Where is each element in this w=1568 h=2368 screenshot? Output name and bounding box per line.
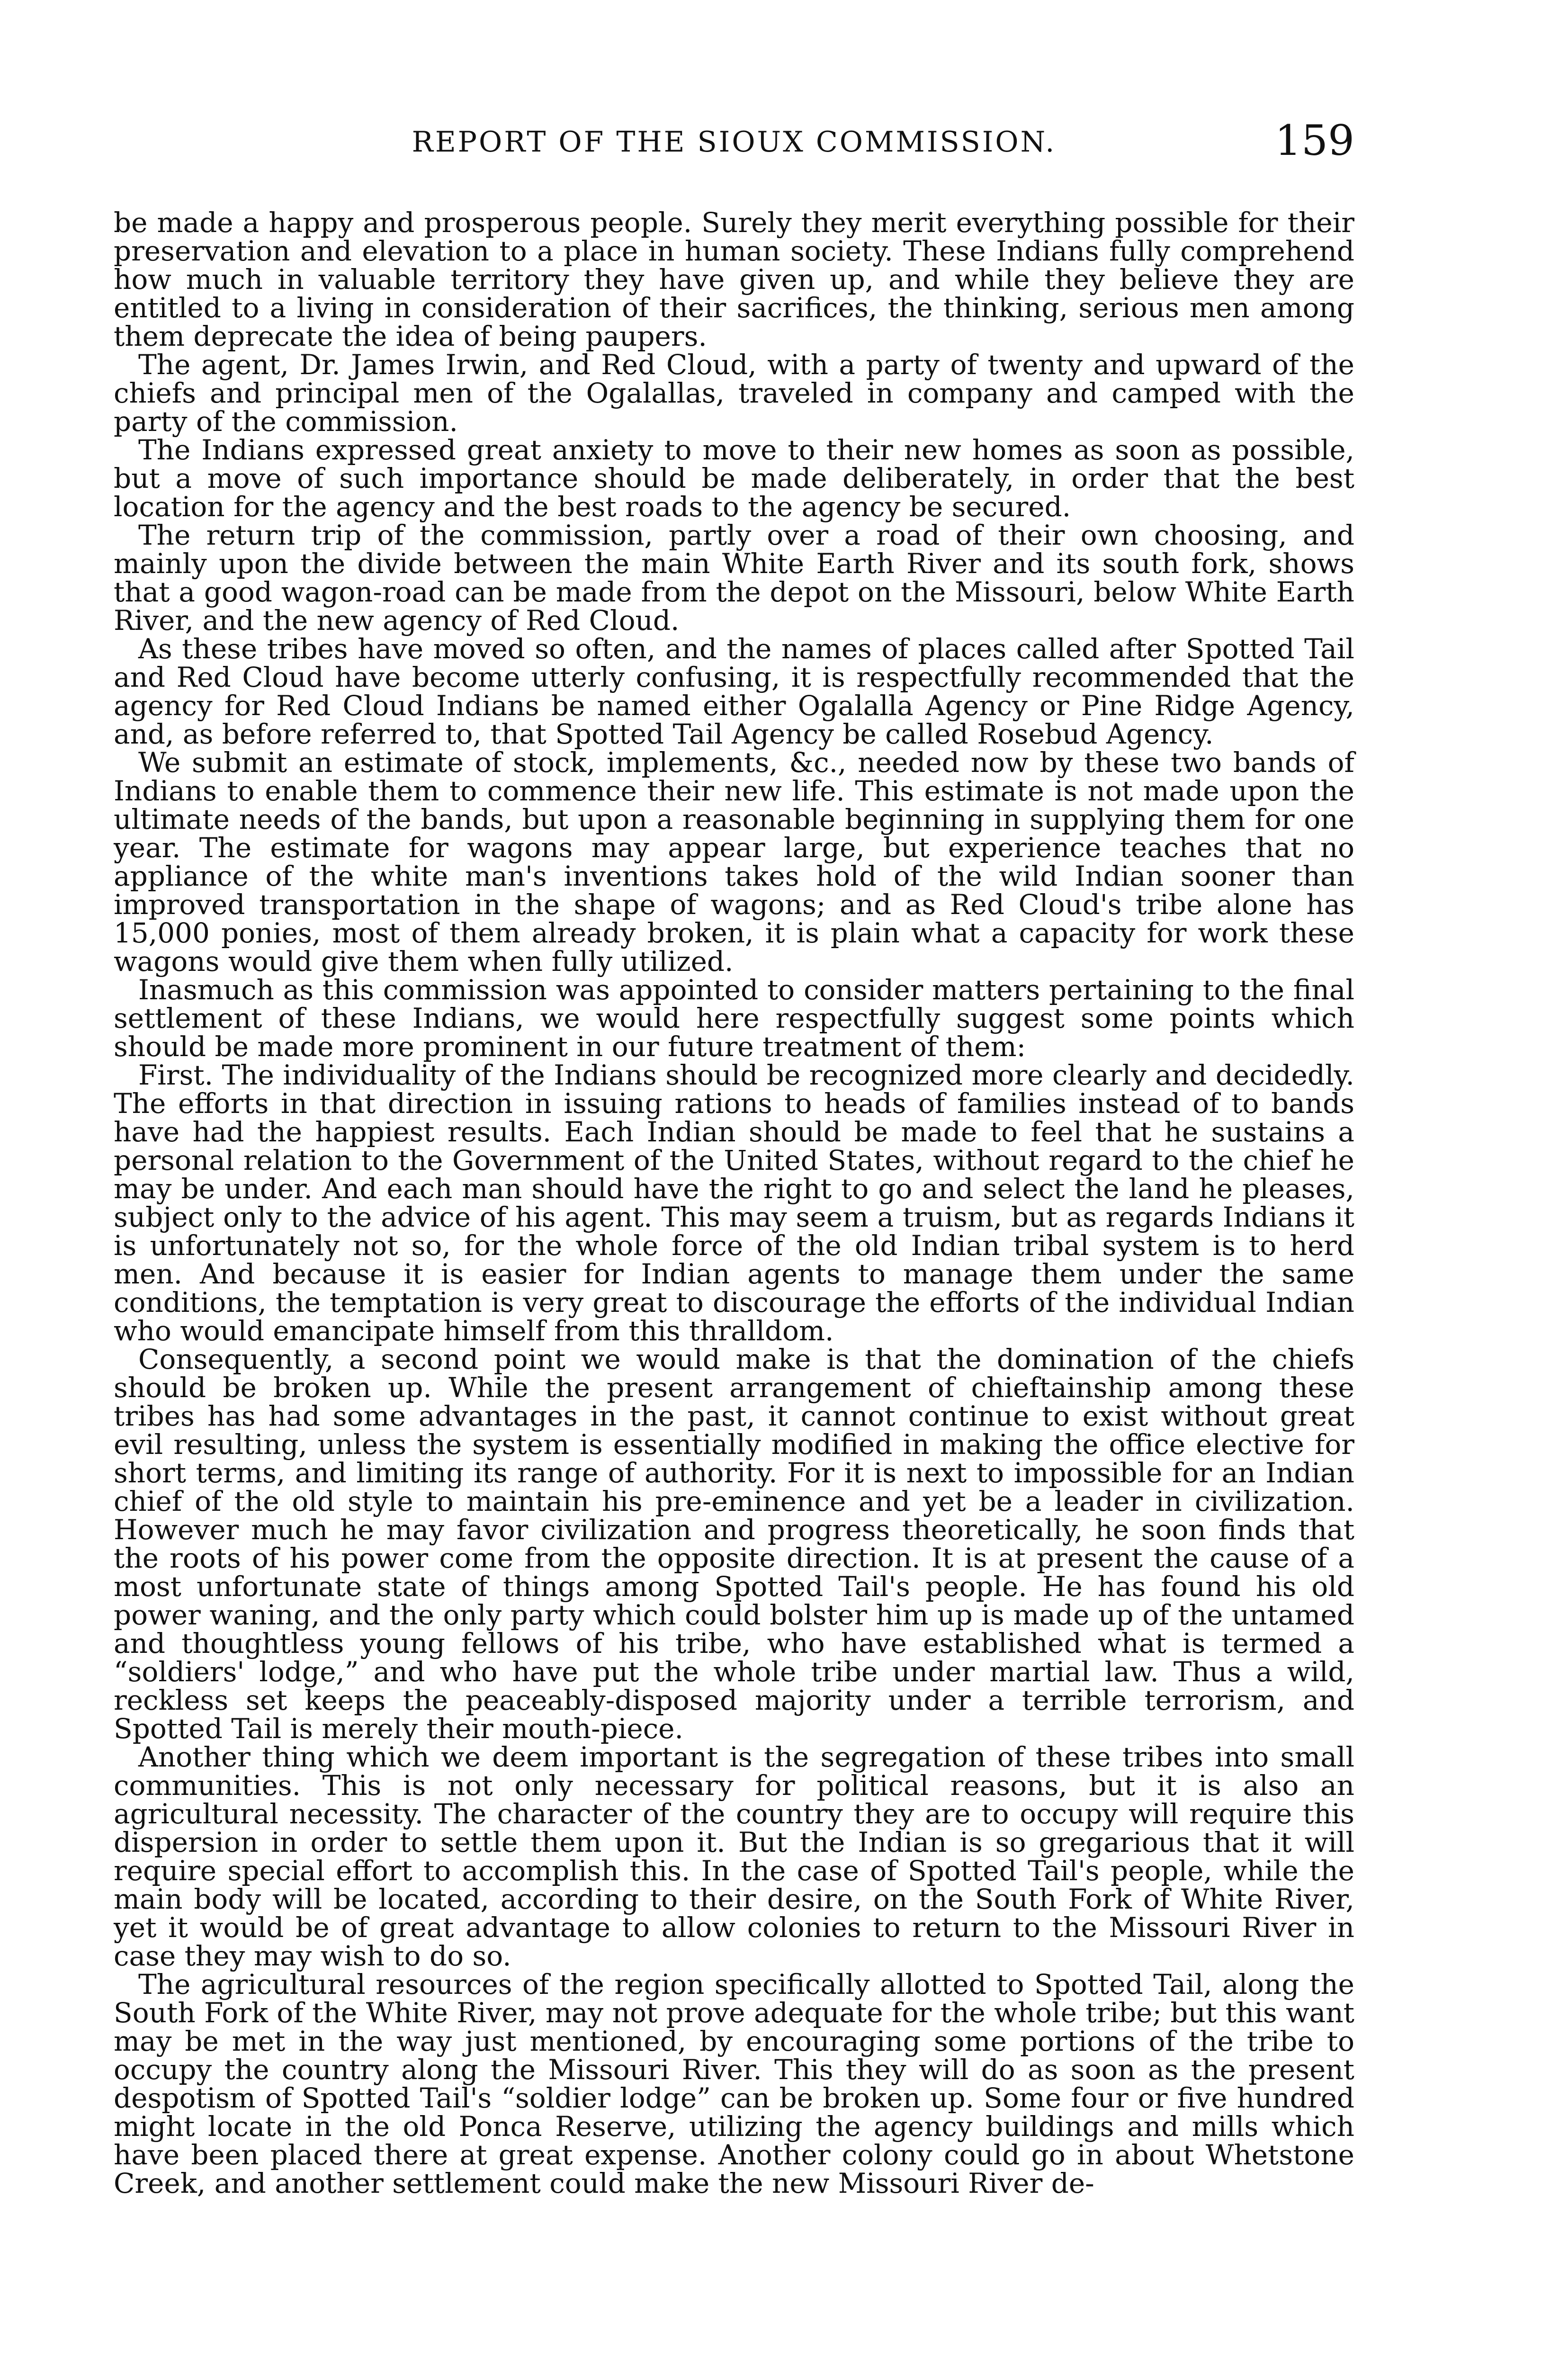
- paragraph-9: Consequently, a second point we would make is that the domination of the chiefs should be broken up. While the present arrangement of chieftainship among these tribes has had some advantages in the past, it cannot continue to exist without great evil resulting, unless the system is essentially modified in making the office elective for short terms, and limiting its range of authority. For it is next to impossible for an Indian chief of the old style to maintain his pre-eminence and yet be a leader in civilization. However much he may favor civilization and progress theoretically, he soon finds that the roots of his power come from the opposite direction. It is at present the cause of a most unfortunate state of things among Spotted Tail's people. He has found his old power waning, and the only party which could bolster him up is made up of the untamed and thoughtless young fellows of his tribe, who have established what is termed a “soldiers' lodge,” and who have put the whole tribe under martial law. Thus a wild, reckless set keeps the peaceably-disposed majority under a terrible terrorism, and Spotted Tail is merely their mouth-piece.: [114, 1343, 1354, 1745]
- paragraph-10: Another thing which we deem important is the segregation of these tribes into small communities. This is not only necessary for political reasons, but it is also an agricultural necessity. The character of the country they are to occupy will require this dispersion in order to settle them upon it. But the Indian is so gregarious that it will require special effort to accomplish this. In the case of Spotted Tail's people, while the main body will be located, according to their desire, on the South Fork of White River, yet it would be of great advantage to allow colonies to return to the Missouri River in case they may wish to do so.: [114, 1741, 1354, 1972]
- paragraph-7: Inasmuch as this commission was appointed to consider matters pertaining to the final settlement of these Indians, we would here respectfully suggest some points which should be made more prominent in our future treatment of them:: [114, 974, 1354, 1063]
- paragraph-8: First. The individuality of the Indians should be recognized more clearly and decidedly. The efforts in that direction in issuing rations to heads of families instead of to bands have had the happiest results. Each Indian should be made to feel that he sustains a personal relation to the Government of the United States, without regard to the chief he may be under. And each man should have the right to go and select the land he pleases, subject only to the advice of his agent. This may seem a truism, but as regards Indians it is unfortunately not so, for the whole force of the old Indian tribal system is to herd men. And because it is easier for Indian agents to manage them under the same conditions, the temptation is very great to discourage the efforts of the individual Indian who would emancipate himself from this thralldom.: [114, 1059, 1354, 1347]
- paragraph-11: The agricultural resources of the region specifically allotted to Spotted Tail, along the South Fork of the White River, may not prove adequate for the whole tribe; but this want may be met in the way just mentioned, by encouraging some portions of the tribe to occupy the country along the Missouri River. This they will do as soon as the present despotism of Spotted Tail's “soldier lodge” can be broken up. Some four or five hundred might locate in the old Ponca Reserve, utilizing the agency buildings and mills which have been placed there at great expense. Another colony could go in about Whetstone Creek, and another settlement could make the new Missouri River de-: [114, 1968, 1354, 2199]
- paragraph-3: The Indians expressed great anxiety to move to their new homes as soon as possible, but a move of such importance should be made deliberately, in order that the best location for the agency and the best roads to the agency be secured.: [114, 434, 1354, 523]
- body-text: [114, 208, 1354, 2198]
- paragraph-1: be made a happy and prosperous people. Surely they merit everything possible for their preservation and elevation to a place in human society. These Indians fully comprehend how much in valuable territory they have given up, and while they believe they are entitled to a living in consideration of their sacrifices, the thinking, serious men among them deprecate the idea of being paupers.: [114, 206, 1354, 352]
- paragraph-6: We submit an estimate of stock, implements, &c., needed now by these two bands of Indians to enable them to commence their new life. This estimate is not made upon the ultimate needs of the bands, but upon a reasonable beginning in supplying them for one year. The estimate for wagons may appear large, but experience teaches that no appliance of the white man's inventions takes hold of the wild Indian sooner than improved transportation in the shape of wagons; and as Red Cloud's tribe alone has 15,000 ponies, most of them already broken, it is plain what a capacity for work these wagons would give them when fully utilized.: [114, 746, 1354, 978]
- paragraph-2: The agent, Dr. James Irwin, and Red Cloud, with a party of twenty and upward of the chiefs and principal men of the Ogalallas, traveled in company and camped with the party of the commission.: [114, 349, 1354, 438]
- paragraph-4: The return trip of the commission, partly over a road of their own choosing, and mainly upon the divide between the main White Earth River and its south fork, shows that a good wagon-road can be made from the depot on the Missouri, below White Earth River, and the new agency of Red Cloud.: [114, 519, 1354, 637]
- running-title: REPORT OF THE SIOUX COMMISSION.: [412, 126, 1057, 159]
- paragraph-5: As these tribes have moved so often, and the names of places called after Spotted Tail and Red Cloud have become utterly confusing, it is respectfully recommended that the agency for Red Cloud Indians be named either Ogalalla Agency or Pine Ridge Agency, and, as before referred to, that Spotted Tail Agency be called Rosebud Agency.: [114, 633, 1354, 750]
- page-number: 159: [1275, 116, 1354, 165]
- running-header: [114, 116, 1354, 173]
